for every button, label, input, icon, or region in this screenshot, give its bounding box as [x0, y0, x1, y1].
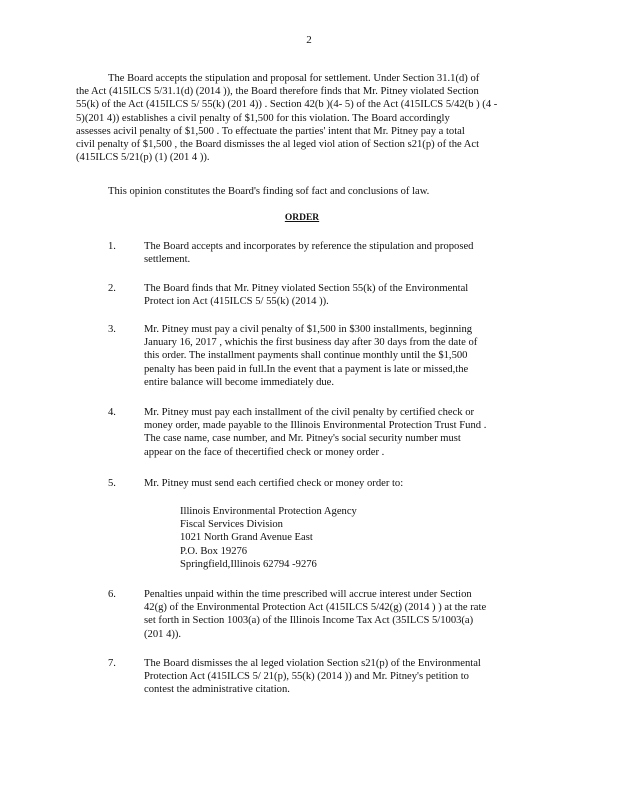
order-item-line: Mr. Pitney must send each certified check or money order to:: [144, 478, 404, 489]
order-item-text: [144, 588, 534, 641]
order-item-line: this order. The installment payments shall continue monthly until the $1,500: [144, 350, 468, 362]
order-item-line: The case name, case number, and Mr. Pitney's social security number must: [144, 433, 461, 445]
order-item-line: The Board dismisses the al leged violation Section s21(p) of the Environmental: [144, 658, 481, 669]
order-item-text: [144, 282, 534, 308]
order-item-line: (201 4)).: [144, 628, 182, 640]
order-item-line: set forth in Section 1003(a) of the Illinois Income Tax Act (35ILCS 5/1003(a): [144, 615, 474, 627]
paragraph-line: The Board accepts the stipulation and proposal for settlement. Under Section 31.1(d) of: [108, 73, 480, 84]
paragraph-line: 5)(201 4)) establishes a civil penalty of $1,500 for this violation. The Board accordingly: [76, 112, 450, 124]
order-item-number: 6.: [108, 589, 116, 600]
order-item-number: 5.: [108, 478, 116, 489]
order-item-number: 2.: [108, 283, 116, 294]
order-item-line: Protection Act (415ILCS 5/ 21(p), 55(k) (2014 )) and Mr. Pitney's petition to: [144, 671, 469, 683]
settlement-paragraph: [76, 72, 532, 164]
order-heading: [0, 213, 618, 223]
paragraph-line: 55(k) of the Act (415ILCS 5/ 55(k) (201 4)) . Section 42(b )(4- 5) of the Act (415ILCS 5/42(b ) (4 -: [76, 99, 498, 111]
order-item-text: [144, 323, 534, 389]
order-item-line: contest the administrative citation.: [144, 684, 290, 696]
order-item-number: 3.: [108, 324, 116, 335]
paragraph-line: the Act (415ILCS 5/31.1(d) (2014 )), the Board therefore finds that Mr. Pitney violated Section: [76, 86, 479, 98]
address-line: 1021 North Grand Avenue East: [180, 532, 313, 544]
order-item-line: money order, made payable to the Illinois Environmental Protection Trust Fund .: [144, 420, 487, 432]
order-item-line: 42(g) of the Environmental Protection Act (415ILCS 5/42(g) (2014 ) ) at the rate: [144, 602, 487, 614]
order-item-line: appear on the face of thecertified check or money order .: [144, 446, 385, 458]
order-heading-text: ORDER: [284, 213, 320, 223]
order-item-line: entire balance will become immediately due.: [144, 376, 335, 388]
order-item-line: penalty has been paid in full.In the event that a payment is late or missed,the: [144, 363, 469, 375]
order-item-line: January 16, 2017 , whichis the first business day after 30 days from the date of: [144, 337, 478, 349]
page-number: 2: [306, 34, 312, 46]
order-item-number: 1.: [108, 241, 116, 252]
order-item-line: Mr. Pitney must pay each installment of the civil penalty by certified check or: [144, 407, 475, 418]
paragraph-line: assesses acivil penalty of $1,500 . To effectuate the parties' intent that Mr. Pitney pay a total: [76, 125, 465, 137]
order-item-line: Protect ion Act (415ILCS 5/ 55(k) (2014 )).: [144, 296, 329, 308]
paragraph-line: civil penalty of $1,500 , the Board dismisses the al leged viol ation of Section s21(p) of the Act: [76, 139, 480, 151]
paragraph-line: This opinion constitutes the Board's finding sof fact and conclusions of law.: [108, 186, 430, 197]
findings-paragraph: [76, 185, 532, 198]
address-line: Springfield,Illinois 62794 -9276: [180, 558, 317, 570]
order-item-line: The Board accepts and incorporates by reference the stipulation and proposed: [144, 241, 474, 252]
address-line: P.O. Box 19276: [180, 545, 248, 557]
order-item-number: 4.: [108, 407, 116, 418]
order-item-line: settlement.: [144, 254, 191, 266]
order-item-line: Penalties unpaid within the time prescribed will accrue interest under Section: [144, 589, 472, 600]
order-item-text: [144, 477, 534, 490]
order-item-text: [144, 657, 534, 697]
paragraph-line: (415ILCS 5/21(p) (1) (201 4 )).: [76, 152, 210, 164]
order-item-number: 7.: [108, 658, 116, 669]
address-line: Fiscal Services Division: [180, 519, 283, 531]
order-item-line: The Board finds that Mr. Pitney violated Section 55(k) of the Environmental: [144, 283, 469, 294]
mailing-address: [180, 505, 357, 571]
order-item-text: [144, 406, 534, 459]
address-line: Illinois Environmental Protection Agency: [180, 506, 357, 517]
order-item-line: Mr. Pitney must pay a civil penalty of $1,500 in $300 installments, beginning: [144, 324, 473, 335]
order-item-text: [144, 240, 534, 266]
